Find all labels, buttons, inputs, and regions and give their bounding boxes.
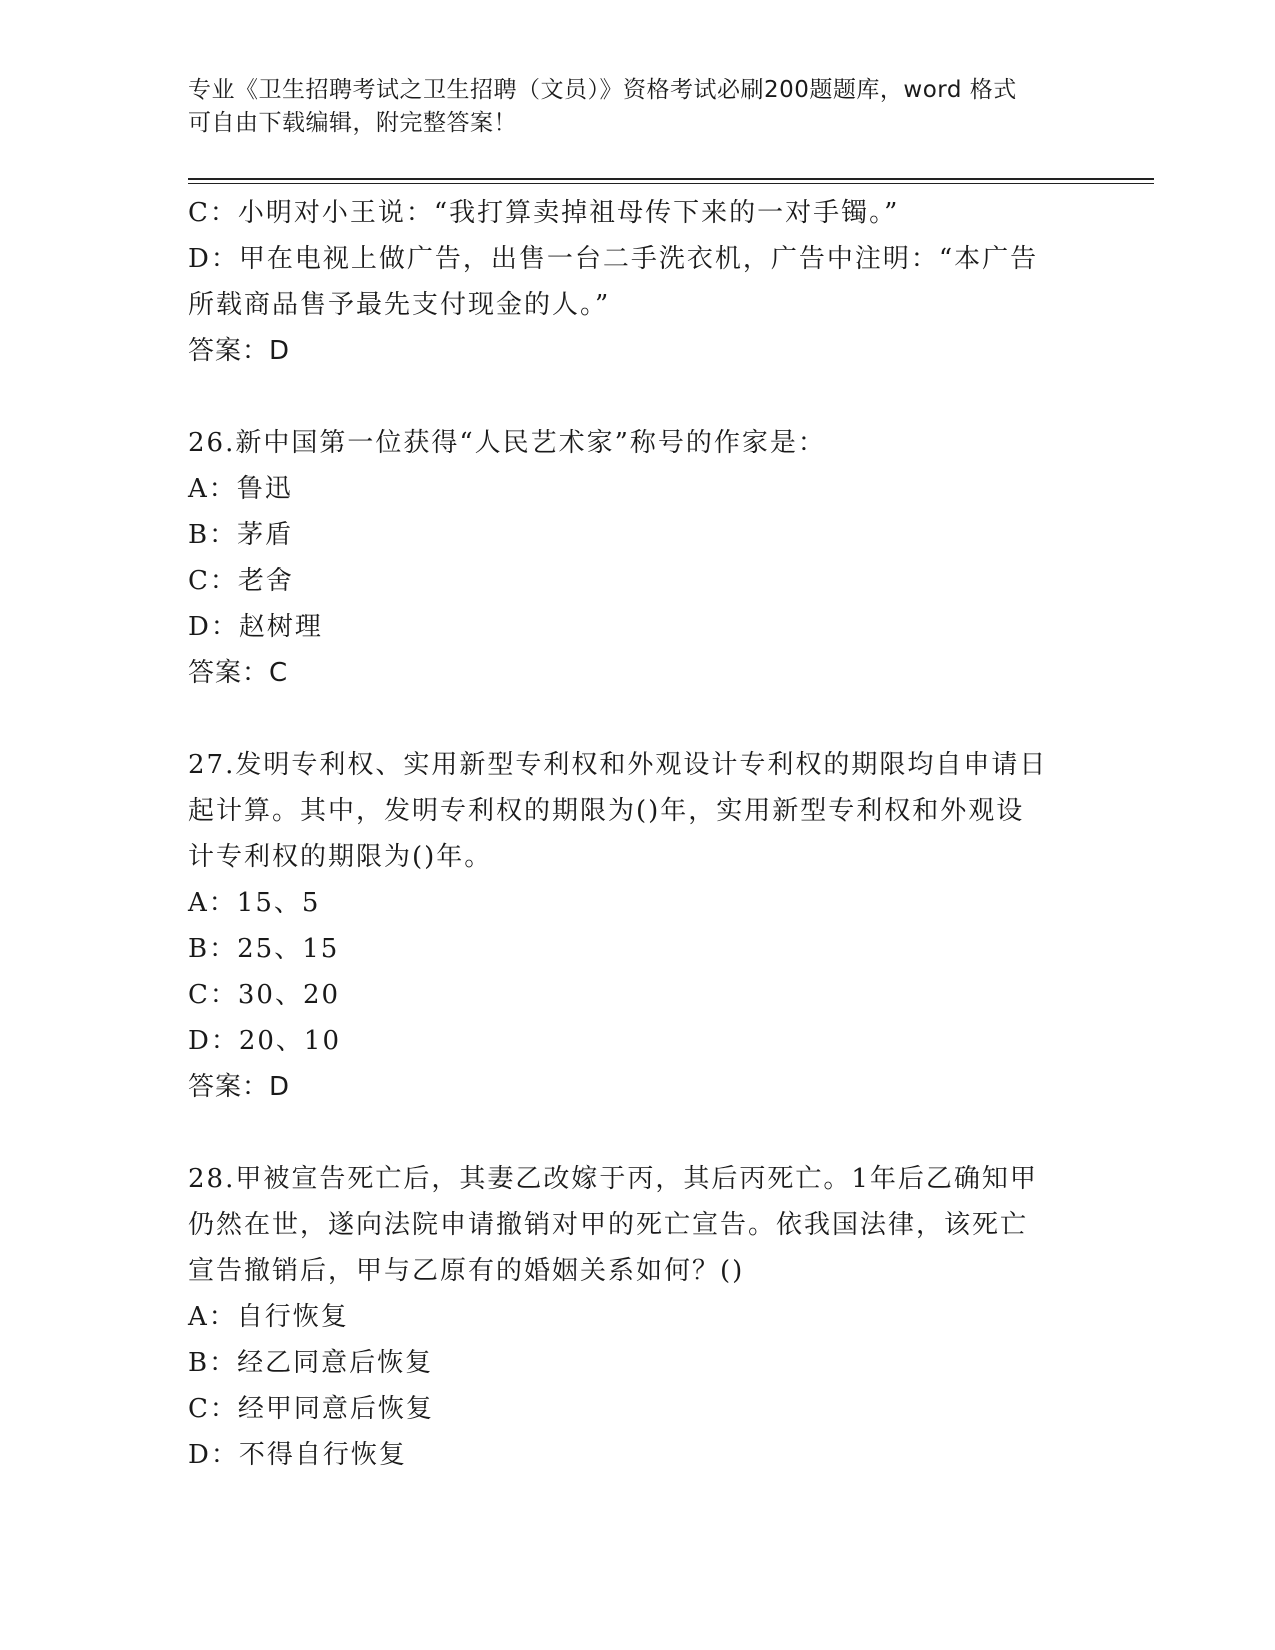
question-spacer [188,696,1088,742]
option-d: D：不得自行恢复 [188,1440,407,1470]
option-d-line-1: D：甲在电视上做广告，出售一台二手洗衣机，广告中注明：“本广告 [188,244,1039,274]
question-25-continued [188,190,1088,374]
question-stem: 26.新中国第一位获得“人民艺术家”称号的作家是： [188,428,826,458]
question-stem-line-2: 起计算。其中，发明专利权的期限为()年，实用新型专利权和外观设 [188,796,1025,826]
question-stem-line-2: 仍然在世，遂向法院申请撤销对甲的死亡宣告。依我国法律，该死亡 [188,1210,1029,1240]
question-spacer [188,1110,1088,1156]
option-c: C：30、20 [188,980,341,1010]
option-d-line-2: 所载商品售予最先支付现金的人。” [188,290,611,320]
answer: 答案：D [188,336,291,366]
question-stem-line-3: 计专利权的期限为()年。 [188,842,493,872]
option-d: D：20、10 [188,1026,342,1056]
header-title-line-1: 专业《卫生招聘考试之卫生招聘（文员）》资格考试必刷200题题库，word 格式 [188,77,1017,103]
option-a: A：15、5 [188,888,321,918]
option-d: D：赵树理 [188,612,323,642]
question-stem-line-3: 宣告撤销后，甲与乙原有的婚姻关系如何？() [188,1256,745,1286]
option-b: B：25、15 [188,934,340,964]
option-a: A：自行恢复 [188,1302,349,1332]
header-title-line-2: 可自由下载编辑，附完整答案！ [188,110,517,136]
question-spacer [188,374,1088,420]
question-28 [188,1156,1088,1478]
option-c: C：老舍 [188,566,294,596]
question-list [188,190,1088,1478]
option-c: C：经甲同意后恢复 [188,1394,434,1424]
option-b: B：茅盾 [188,520,294,550]
question-stem-line-1: 28.甲被宣告死亡后，其妻乙改嫁于丙，其后丙死亡。1年后乙确知甲 [188,1164,1038,1194]
question-26 [188,420,1088,696]
answer: 答案：D [188,1072,291,1102]
header-divider-thin [188,183,1154,184]
question-stem-line-1: 27.发明专利权、实用新型专利权和外观设计专利权的期限均自申请日 [188,750,1048,780]
answer: 答案：C [188,658,289,688]
question-27 [188,742,1088,1110]
option-a: A：鲁迅 [188,474,293,504]
header-divider-thick [188,178,1154,180]
document-header [188,74,1068,140]
option-b: B：经乙同意后恢复 [188,1348,434,1378]
option-c: C：小明对小王说：“我打算卖掉祖母传下来的一对手镯。” [188,198,900,228]
